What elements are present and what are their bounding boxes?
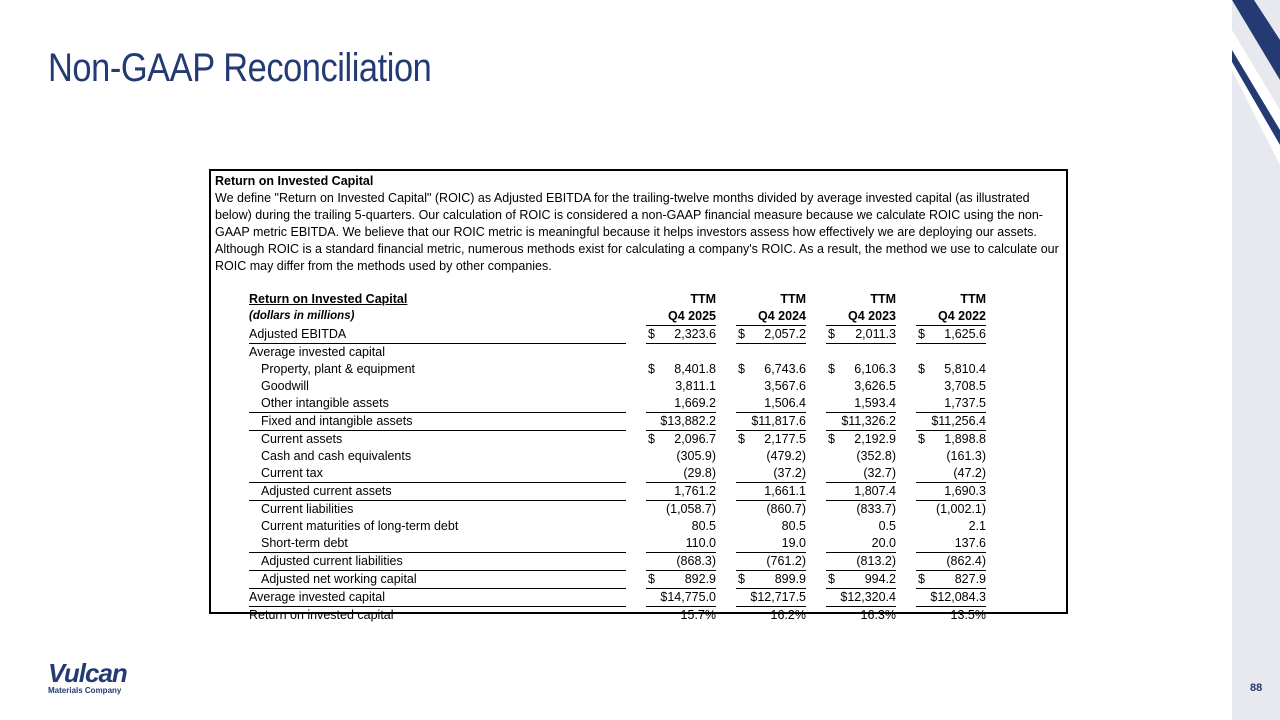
row-value: $12,717.5: [736, 589, 806, 607]
currency-sign: $: [918, 432, 925, 446]
row-value: $12,084.3: [916, 589, 986, 607]
table-row: [249, 395, 986, 413]
row-value: [826, 344, 896, 362]
row-label: Property, plant & equipment: [261, 362, 416, 376]
row-value: (868.3): [646, 553, 716, 571]
row-value: $ 2,096.7: [648, 432, 716, 446]
row-value: 137.6: [916, 535, 986, 553]
row-label: Adjusted current liabilities: [249, 553, 626, 571]
roic-panel: [209, 169, 1068, 622]
logo-wordmark: Vulcan: [48, 658, 127, 688]
currency-sign: $: [828, 327, 835, 341]
table-row: [249, 553, 986, 571]
row-label: Short-term debt: [249, 535, 626, 553]
row-value: $ 6,106.3: [828, 362, 896, 376]
table-row: [249, 378, 986, 395]
row-value: $ 2,177.5: [738, 432, 806, 446]
table-row: [249, 518, 986, 535]
currency-sign: $: [738, 362, 745, 376]
row-value: 19.0: [736, 535, 806, 553]
col-header-period: Q4 2023: [826, 308, 896, 326]
col-header-ttm: TTM: [780, 292, 806, 306]
row-label: Other intangible assets: [249, 395, 626, 413]
row-value: (37.2): [736, 465, 806, 483]
row-label: Return on invested capital: [249, 608, 394, 622]
row-label: Adjusted EBITDA: [249, 326, 626, 344]
table-row: [249, 501, 986, 519]
row-value: (161.3): [946, 449, 986, 463]
row-label: Goodwill: [261, 379, 309, 393]
roic-table: [249, 291, 986, 624]
row-value: 3,626.5: [854, 379, 896, 393]
row-label: Adjusted net working capital: [249, 571, 626, 589]
row-label: Current tax: [249, 465, 626, 483]
row-value: (29.8): [646, 465, 716, 483]
table-title: Return on Invested Capital: [249, 292, 408, 306]
row-value: (860.7): [766, 502, 806, 516]
row-value: 3,811.1: [675, 379, 716, 393]
row-value: $11,256.4: [916, 413, 986, 431]
row-value: 1,737.5: [916, 395, 986, 413]
table-row: [249, 361, 986, 378]
row-value: 20.0: [826, 535, 896, 553]
table-row: [249, 344, 986, 362]
currency-sign: $: [918, 362, 925, 376]
corner-stripes-graphic: [1232, 0, 1280, 170]
row-value: 1,506.4: [736, 395, 806, 413]
row-value: [736, 344, 806, 362]
row-value: $ 827.9: [916, 571, 986, 589]
row-value: 1,669.2: [646, 395, 716, 413]
row-label: Fixed and intangible assets: [249, 413, 626, 431]
table-row: [249, 571, 986, 589]
row-value: (1,002.1): [935, 502, 986, 516]
row-value: $ 2,057.2: [736, 326, 806, 344]
row-value: 16.3%: [860, 608, 896, 622]
roic-definition: [215, 173, 1065, 275]
currency-sign: $: [648, 432, 655, 446]
col-header-period: Q4 2022: [916, 308, 986, 326]
currency-sign: $: [828, 572, 835, 586]
col-header-ttm: TTM: [870, 292, 896, 306]
row-value: $ 2,323.6: [646, 326, 716, 344]
currency-sign: $: [738, 327, 745, 341]
row-value: $14,775.0: [646, 589, 716, 607]
row-value: $ 8,401.8: [648, 362, 716, 376]
row-label: Cash and cash equivalents: [261, 449, 412, 463]
row-value: (1,058.7): [665, 502, 716, 516]
row-label: Current assets: [261, 432, 343, 446]
row-value: (813.2): [826, 553, 896, 571]
row-value: $ 899.9: [736, 571, 806, 589]
row-value: 1,661.1: [736, 483, 806, 501]
row-value: 1,690.3: [916, 483, 986, 501]
table-row: [249, 413, 986, 431]
row-value: 3,708.5: [944, 379, 986, 393]
row-value: [646, 344, 716, 362]
row-value: $ 6,743.6: [738, 362, 806, 376]
row-value: $ 2,011.3: [826, 326, 896, 344]
row-value: 16.2%: [770, 608, 806, 622]
row-value: $ 892.9: [646, 571, 716, 589]
company-logo: [48, 660, 127, 695]
table-row: [249, 483, 986, 501]
currency-sign: $: [648, 327, 655, 341]
table-row: [249, 326, 986, 344]
currency-sign: $: [648, 572, 655, 586]
row-value: $12,320.4: [826, 589, 896, 607]
col-header-ttm: TTM: [690, 292, 716, 306]
row-label: Current maturities of long-term debt: [261, 519, 459, 533]
row-value: 15.7%: [680, 608, 716, 622]
col-header-period: Q4 2025: [646, 308, 716, 326]
page-title: Non-GAAP Reconciliation: [48, 46, 432, 90]
row-value: $11,817.6: [736, 413, 806, 431]
row-value: 2.1: [968, 519, 986, 533]
definition-text: We define "Return on Invested Capital" (ROIC) as Adjusted EBITDA for the trailing-twelve months divided by average invested capital (as illustrated below) during the trailing 5-quarters. Our calculation of ROIC is considered a non-GAAP financial measure because we calculate ROIC using the non-GAAP metric EBITDA. We believe that our ROIC metric is meaningful because it helps investors assess how effectively we are deploying our assets. Although ROIC is a standard financial metric, numerous methods exist for calculating a company's ROIC. As a result, the method we use to calculate our ROIC may differ from the methods used by other companies.: [215, 191, 1059, 273]
row-value: (862.4): [916, 553, 986, 571]
row-label: Average invested capital: [249, 589, 626, 607]
currency-sign: $: [918, 327, 925, 341]
row-value: 0.5: [878, 519, 896, 533]
row-value: $11,326.2: [826, 413, 896, 431]
row-value: 80.5: [691, 519, 716, 533]
table-row: [249, 535, 986, 553]
currency-sign: $: [648, 362, 655, 376]
table-body: [249, 326, 986, 625]
row-value: $ 1,625.6: [916, 326, 986, 344]
currency-sign: $: [738, 432, 745, 446]
row-value: $13,882.2: [646, 413, 716, 431]
row-value: 13.5%: [950, 608, 986, 622]
table-row: [249, 431, 986, 449]
row-value: $ 1,898.8: [918, 432, 986, 446]
row-value: $ 2,192.9: [828, 432, 896, 446]
row-label: Adjusted current assets: [249, 483, 626, 501]
page-number: 88: [1250, 682, 1263, 694]
table-header-row-1: [249, 291, 986, 308]
currency-sign: $: [918, 572, 925, 586]
row-value: 80.5: [781, 519, 806, 533]
logo-subtitle: Materials Company: [48, 686, 122, 695]
row-value: (32.7): [826, 465, 896, 483]
row-label: Average invested capital: [249, 345, 385, 359]
currency-sign: $: [828, 362, 835, 376]
currency-sign: $: [828, 432, 835, 446]
row-value: [916, 344, 986, 362]
row-value: $ 994.2: [826, 571, 896, 589]
table-row: [249, 448, 986, 465]
row-value: 3,567.6: [764, 379, 806, 393]
table-row: [249, 589, 986, 607]
row-value: (305.9): [676, 449, 716, 463]
col-header-period: Q4 2024: [736, 308, 806, 326]
row-value: (352.8): [856, 449, 896, 463]
row-value: (833.7): [856, 502, 896, 516]
row-value: $ 5,810.4: [918, 362, 986, 376]
table-row: [249, 465, 986, 483]
col-header-ttm: TTM: [960, 292, 986, 306]
currency-sign: $: [738, 572, 745, 586]
table-row: [249, 607, 986, 625]
row-value: 1,593.4: [826, 395, 896, 413]
row-value: (47.2): [916, 465, 986, 483]
row-value: 1,807.4: [826, 483, 896, 501]
row-label: Current liabilities: [261, 502, 354, 516]
table-header-row-2: [249, 308, 986, 326]
row-value: 110.0: [646, 535, 716, 553]
row-value: (761.2): [736, 553, 806, 571]
row-value: (479.2): [766, 449, 806, 463]
definition-heading: Return on Invested Capital: [215, 174, 374, 188]
row-value: 1,761.2: [646, 483, 716, 501]
units-label: (dollars in millions): [249, 310, 355, 323]
